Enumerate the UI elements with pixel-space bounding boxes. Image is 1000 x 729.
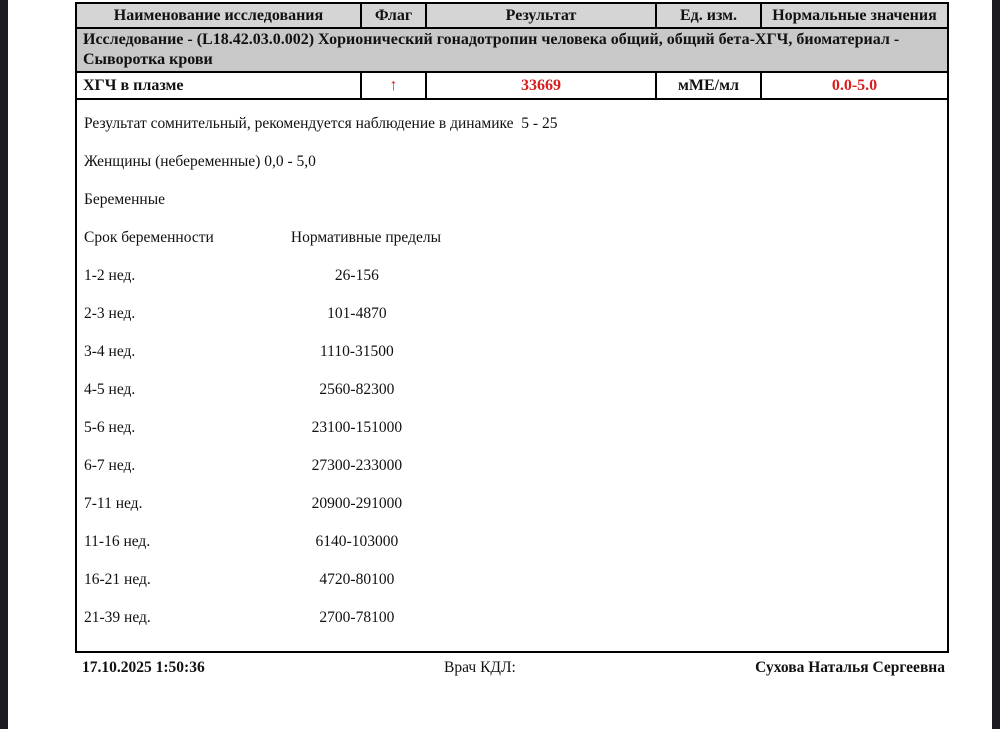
comment-cell (76, 99, 948, 652)
column-header-name: Наименование исследования (76, 3, 361, 28)
test-name: ХГЧ в плазме (76, 72, 361, 99)
gestation-term: 3-4 нед. (84, 343, 136, 360)
gestation-range: 2560-82300 (319, 381, 395, 398)
report-footer (75, 659, 947, 677)
comment-note: Результат сомнительный, рекомендуется наблюдение в динамике 5 - 25 (84, 115, 558, 132)
gestation-row (84, 378, 947, 416)
table-header-row (76, 3, 948, 28)
gestation-row (84, 492, 947, 530)
gestation-range-header: Нормативные пределы (290, 229, 442, 246)
study-title-row (76, 28, 948, 72)
column-header-flag: Флаг (361, 3, 426, 28)
doctor-name: Сухова Наталья Сергеевна (755, 659, 945, 676)
gestation-term: 7-11 нед. (84, 495, 143, 512)
normal-range: 0.0-5.0 (761, 72, 948, 99)
gestation-term: 6-7 нед. (84, 457, 136, 474)
results-table (75, 2, 949, 653)
gestation-range: 26-156 (334, 267, 379, 284)
gestation-row (84, 454, 947, 492)
gestation-row (84, 530, 947, 568)
gestation-term: 2-3 нед. (84, 305, 136, 322)
non-pregnant-reference: Женщины (небеременные) 0,0 - 5,0 (84, 153, 316, 170)
gestation-range: 1110-31500 (319, 343, 394, 360)
study-title: Исследование - (L18.42.03.0.002) Хорионический гонадотропин человека общий, общий бета-ХГЧ, биоматериал - Сыворотка крови (76, 28, 948, 72)
column-header-units: Ед. изм. (656, 3, 761, 28)
pregnant-section-label: Беременные (84, 191, 165, 208)
comment-row (76, 99, 948, 652)
gestation-range: 101-4870 (327, 305, 387, 322)
gestation-table-header (84, 226, 947, 264)
gestation-term: 5-6 нед. (84, 419, 136, 436)
screen-edge-right (992, 0, 1000, 729)
column-header-result: Результат (426, 3, 656, 28)
gestation-term: 4-5 нед. (84, 381, 136, 398)
gestation-rows (84, 264, 947, 644)
gestation-range: 23100-151000 (311, 419, 403, 436)
gestation-term: 1-2 нед. (84, 267, 136, 284)
gestation-range: 27300-233000 (311, 457, 403, 474)
gestation-term-header: Срок беременности (84, 229, 214, 246)
result-value: 33669 (426, 72, 656, 99)
gestation-row (84, 568, 947, 606)
gestation-row (84, 340, 947, 378)
doctor-label: Врач КДЛ: (444, 659, 516, 676)
gestation-row (84, 302, 947, 340)
gestation-term: 21-39 нед. (84, 609, 151, 626)
result-row (76, 72, 948, 99)
gestation-row (84, 606, 947, 644)
gestation-range: 4720-80100 (319, 571, 395, 588)
gestation-term: 16-21 нед. (84, 571, 151, 588)
column-header-normal: Нормальные значения (761, 3, 948, 28)
gestation-row (84, 416, 947, 454)
result-units: мМЕ/мл (656, 72, 761, 99)
screen-edge-left (0, 0, 8, 729)
gestation-range: 20900-291000 (311, 495, 403, 512)
up-arrow-icon: ↑ (361, 72, 426, 99)
report-datetime: 17.10.2025 1:50:36 (82, 659, 205, 676)
gestation-range: 2700-78100 (319, 609, 395, 626)
gestation-row (84, 264, 947, 302)
gestation-range: 6140-103000 (315, 533, 399, 550)
gestation-term: 11-16 нед. (84, 533, 151, 550)
lab-report-document (75, 2, 947, 677)
